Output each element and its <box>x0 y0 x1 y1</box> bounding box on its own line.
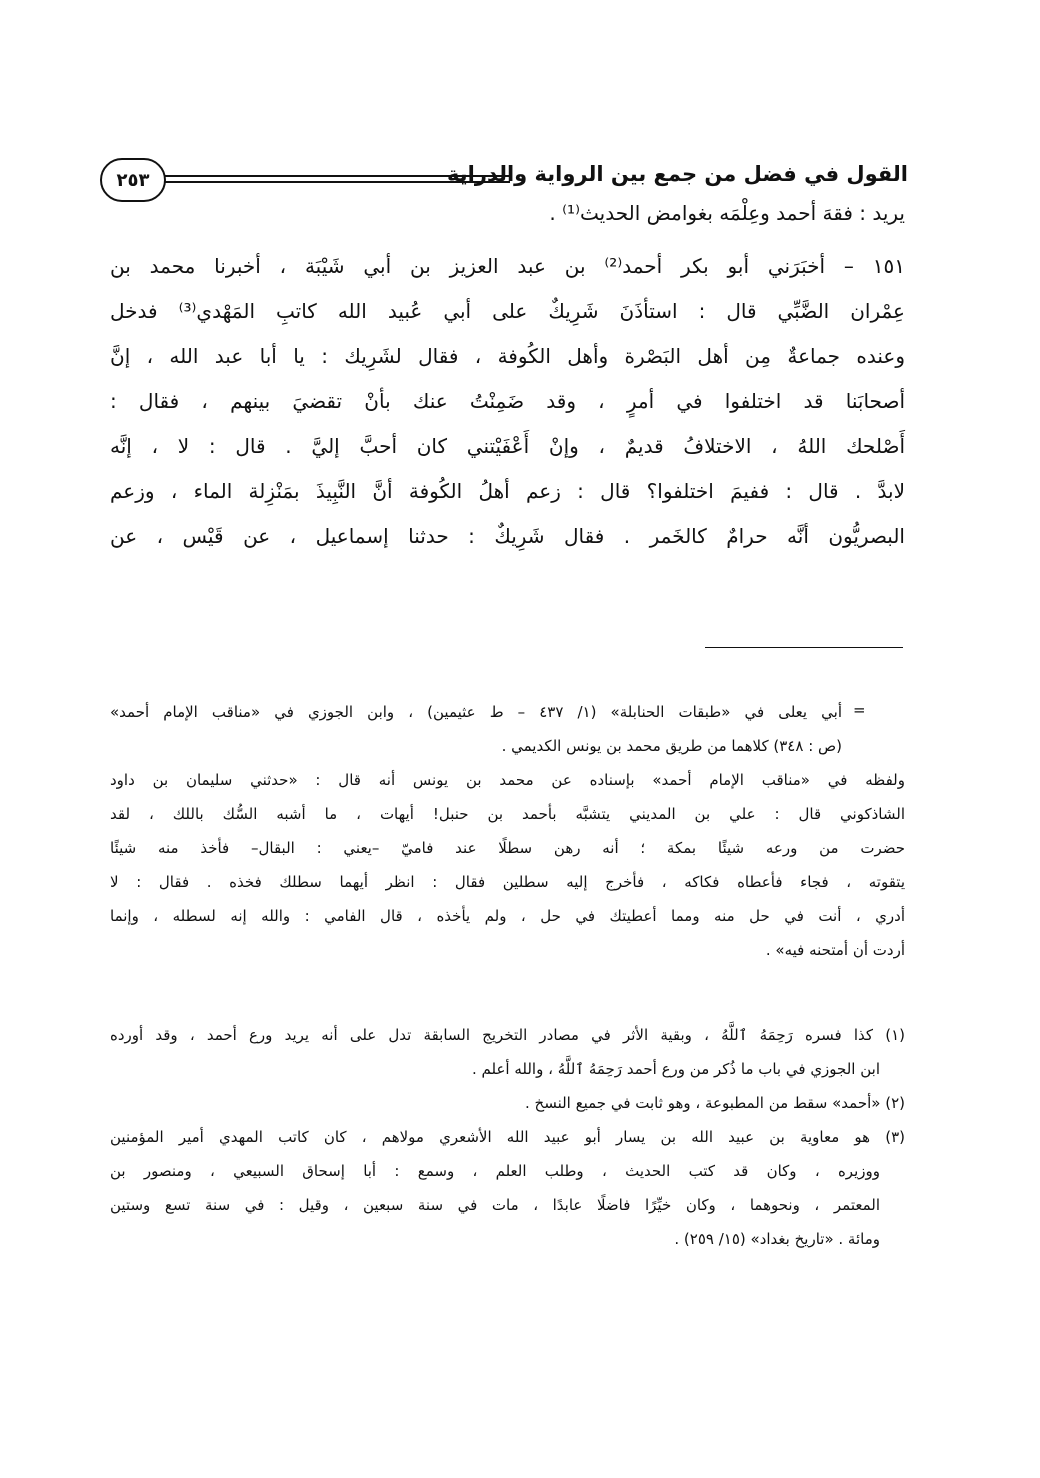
footnote-separator <box>705 647 903 648</box>
text-line: أَصْلحك اللهُ ، الاختلافُ قديمٌ ، وإنْ أَعْفَيْتني كان أحبَّ إليَّ . قال : لا ، إنَّه <box>110 434 905 458</box>
footnote-line: أبي يعلى في «طبقات الحنابلة» (١/ ٤٣٧ – ط عثيمين) ، وابن الجوزي في «مناقب الإمام أحمد» <box>110 703 842 721</box>
footnote-line: ولفظه في «مناقب الإمام أحمد» بإسناده عن محمد بن يونس أنه قال : «حدثني سليمان بن داود <box>110 771 905 789</box>
continuation-marker: = <box>853 701 866 719</box>
text-line: البصريُّون أنَّه حرامٌ كالخَمر . فقال شَرِيكٌ : حدثنا إسماعيل ، عن قَيْس ، عن <box>110 524 905 548</box>
text-line: وعنده جماعةٌ مِن أهل البَصْرة وأهل الكُوفة ، فقال لشَرِيك : يا أبا عبد الله ، إنَّ <box>110 344 905 368</box>
footnote-line: حضرت من ورعه شيئًا بمكة ؛ أنه رهن سطلًا عند فاميّ –يعني : البقال– فأخذ منه شيئًا <box>110 839 905 857</box>
footnote-line: أردت أن أمتحنه فيه» . <box>765 941 905 959</box>
footnote-3-line: ومائة . «تاريخ بغداد» (١٥/ ٢٥٩) . <box>674 1230 880 1248</box>
footnote-1-line: ابن الجوزي في باب ما ذُكر من ورع أحمد رَحِمَهُ ٱللَّهُ ، والله أعلم . <box>471 1060 880 1078</box>
text-line: لابدَّ . قال : ففيمَ اختلفوا؟ قال : زعم أهلُ الكُوفة أنَّ النَّبِيذَ بمَنْزِلة الماء ، وزعم <box>110 479 905 503</box>
text-line: ١٥١ – أخبَرَني أبو بكر أحمد⁽²⁾ بن عبد العزيز بن أبي شَيْبَة ، أخبرنا محمد بن <box>110 254 905 278</box>
footnote-line: (ص : ٣٤٨) كلاهما من طريق محمد بن يونس الكديمي . <box>501 737 842 755</box>
footnote-line: أدري ، أنت في حل منه ومما أعطيتك في حل ، ولم يأخذه ، قال الفامي : والله إنه لسطله ، وإنما <box>110 907 905 925</box>
footnote-line: يتقوته ، فجاء فأعطاه فكاكه ، فأخرج إليه سطلين فقال : انظر أيهما سطلك فخذه . فقال : لا <box>110 873 905 891</box>
footnote-2: (٢) «أحمد» سقط من المطبوعة ، وهو ثابت في جميع النسخ . <box>524 1094 905 1112</box>
running-title: القول في فضل من جمع بين الرواية والدراية <box>447 162 908 186</box>
footnote-line: الشاذكوني قال : علي بن المديني يتشبَّه بأحمد بن حنبل! أيهات ، ما أشبه السُّك باللك ، لقد <box>110 805 905 823</box>
text-line: يريد : فقهَ أحمد وعِلْمَه بغوامض الحديث⁽¹⁾ . <box>549 201 905 225</box>
footnote-3: (٣) هو معاوية بن عبيد الله بن يسار أبو عبيد الله الأشعري مولاهم ، كان كاتب المهدي أمير المؤمنين <box>110 1128 905 1146</box>
text-line: أصحابَنا قد اختلفوا في أمرٍ ، وقد ضَمِنْتُ عنك بأنْ تقضيَ بينهم ، فقال : <box>110 389 905 413</box>
footnote-3-line: المعتمر ، ونحوهما ، وكان خيِّرًا فاضلًا عابدًا ، مات في سنة سبعين ، وقيل : في سنة تسع وستين <box>110 1196 880 1214</box>
footnote-3-line: ووزيره ، وكان قد كتب الحديث ، وطلب العلم ، وسمع : أبا إسحاق السبيعي ، ومنصور بن <box>110 1162 880 1180</box>
page-number: ٢٥٣ <box>100 158 166 202</box>
text-line: عِمْران الضَّبِّي قال : استأذَنَ شَرِيكٌ على أبي عُبيد الله كاتبِ المَهْدي⁽³⁾ فدخل <box>110 299 905 323</box>
footnote-1: (١) كذا فسره رَحِمَهُ ٱللَّهُ ، وبقية الأثر في مصادر التخريج السابقة تدل على أنه يريد ورع أحمد ، وقد أورده <box>110 1026 905 1044</box>
